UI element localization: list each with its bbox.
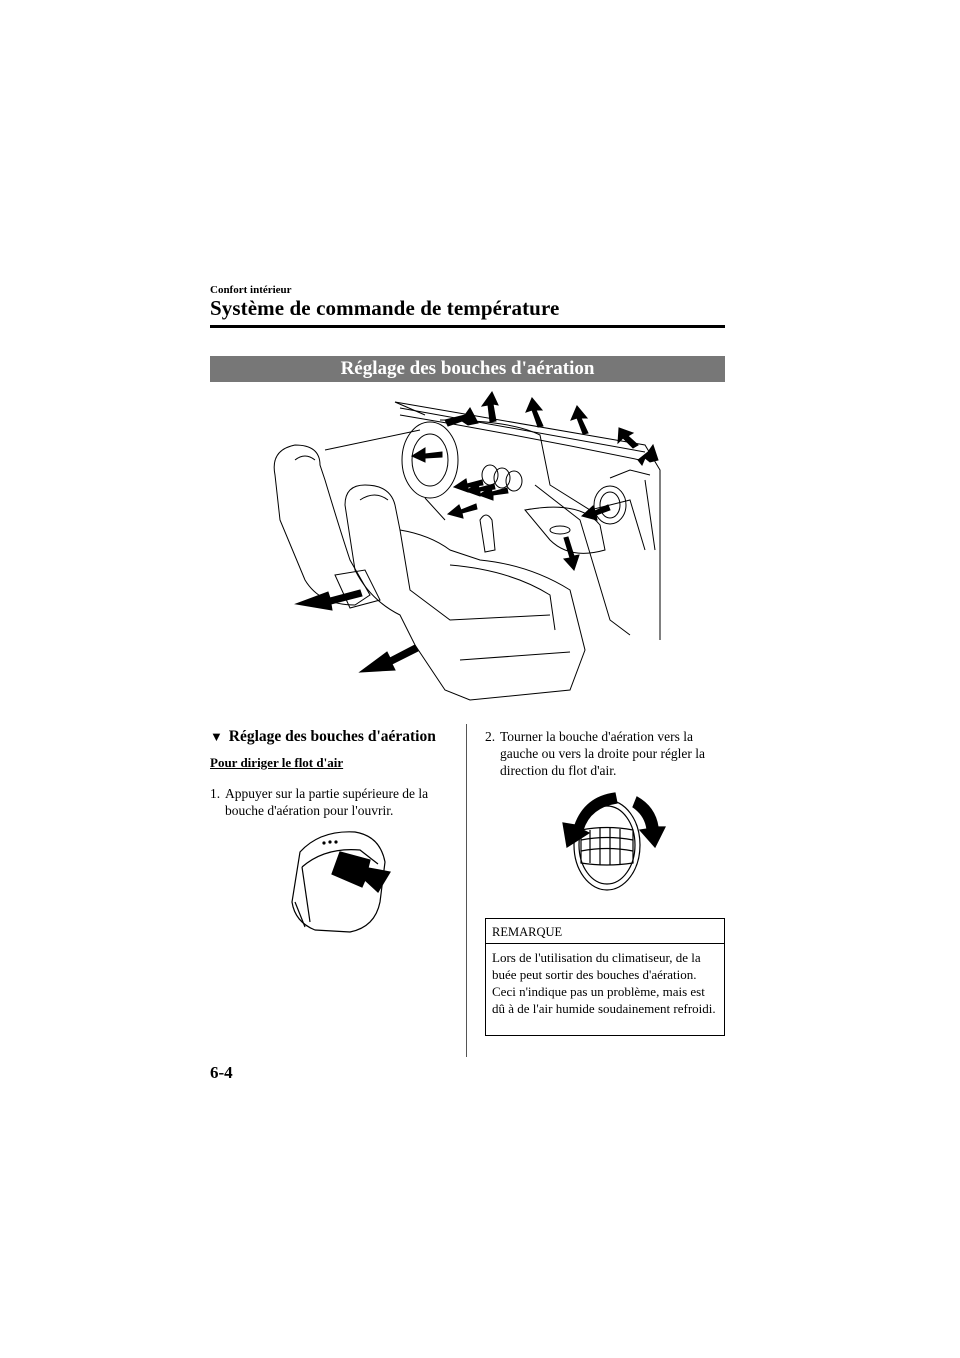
airflow-arrows	[296, 392, 658, 672]
push-arrow-icon	[332, 852, 390, 892]
vent-push-illustration	[280, 822, 400, 937]
section-label: Confort intérieur	[210, 284, 292, 296]
subsection-heading	[210, 728, 436, 746]
title-rule	[210, 325, 725, 328]
car-interior-illustration	[250, 390, 670, 705]
column-divider	[466, 724, 467, 1057]
step-1-number: 1.	[210, 786, 221, 801]
step-2	[485, 728, 725, 779]
note-title: REMARQUE	[486, 919, 724, 944]
page-title: Système de commande de température	[210, 296, 560, 320]
vent-rotate-illustration	[545, 785, 670, 895]
step-1	[210, 785, 450, 819]
subsection-heading-text: Réglage des bouches d'aération	[228, 728, 436, 745]
rear-seat	[274, 445, 370, 605]
procedure-heading: Pour diriger le flot d'air	[210, 755, 344, 770]
step-2-text: Tourner la bouche d'aération vers la gauche ou vers la droite pour régler la direction du flot d'air.	[500, 729, 706, 778]
step-2-number: 2.	[485, 729, 496, 744]
section-banner: Réglage des bouches d'aération	[210, 356, 725, 382]
note-text: Lors de l'utilisation du climatiseur, de la buée peut sortir des bouches d'aération. Ceci n'indique pas un problème, mais est dû à de l'air humide soudainement refroidi.	[492, 950, 716, 1016]
page-number: 6-4	[210, 1063, 233, 1082]
steering-wheel	[402, 422, 458, 520]
triangle-marker-icon: ▼	[210, 729, 223, 744]
note-box	[485, 918, 725, 1036]
step-1-text: Appuyer sur la partie supérieure de la bouche d'aération pour l'ouvrir.	[225, 786, 429, 818]
rotate-right-arrow-icon	[633, 797, 665, 847]
